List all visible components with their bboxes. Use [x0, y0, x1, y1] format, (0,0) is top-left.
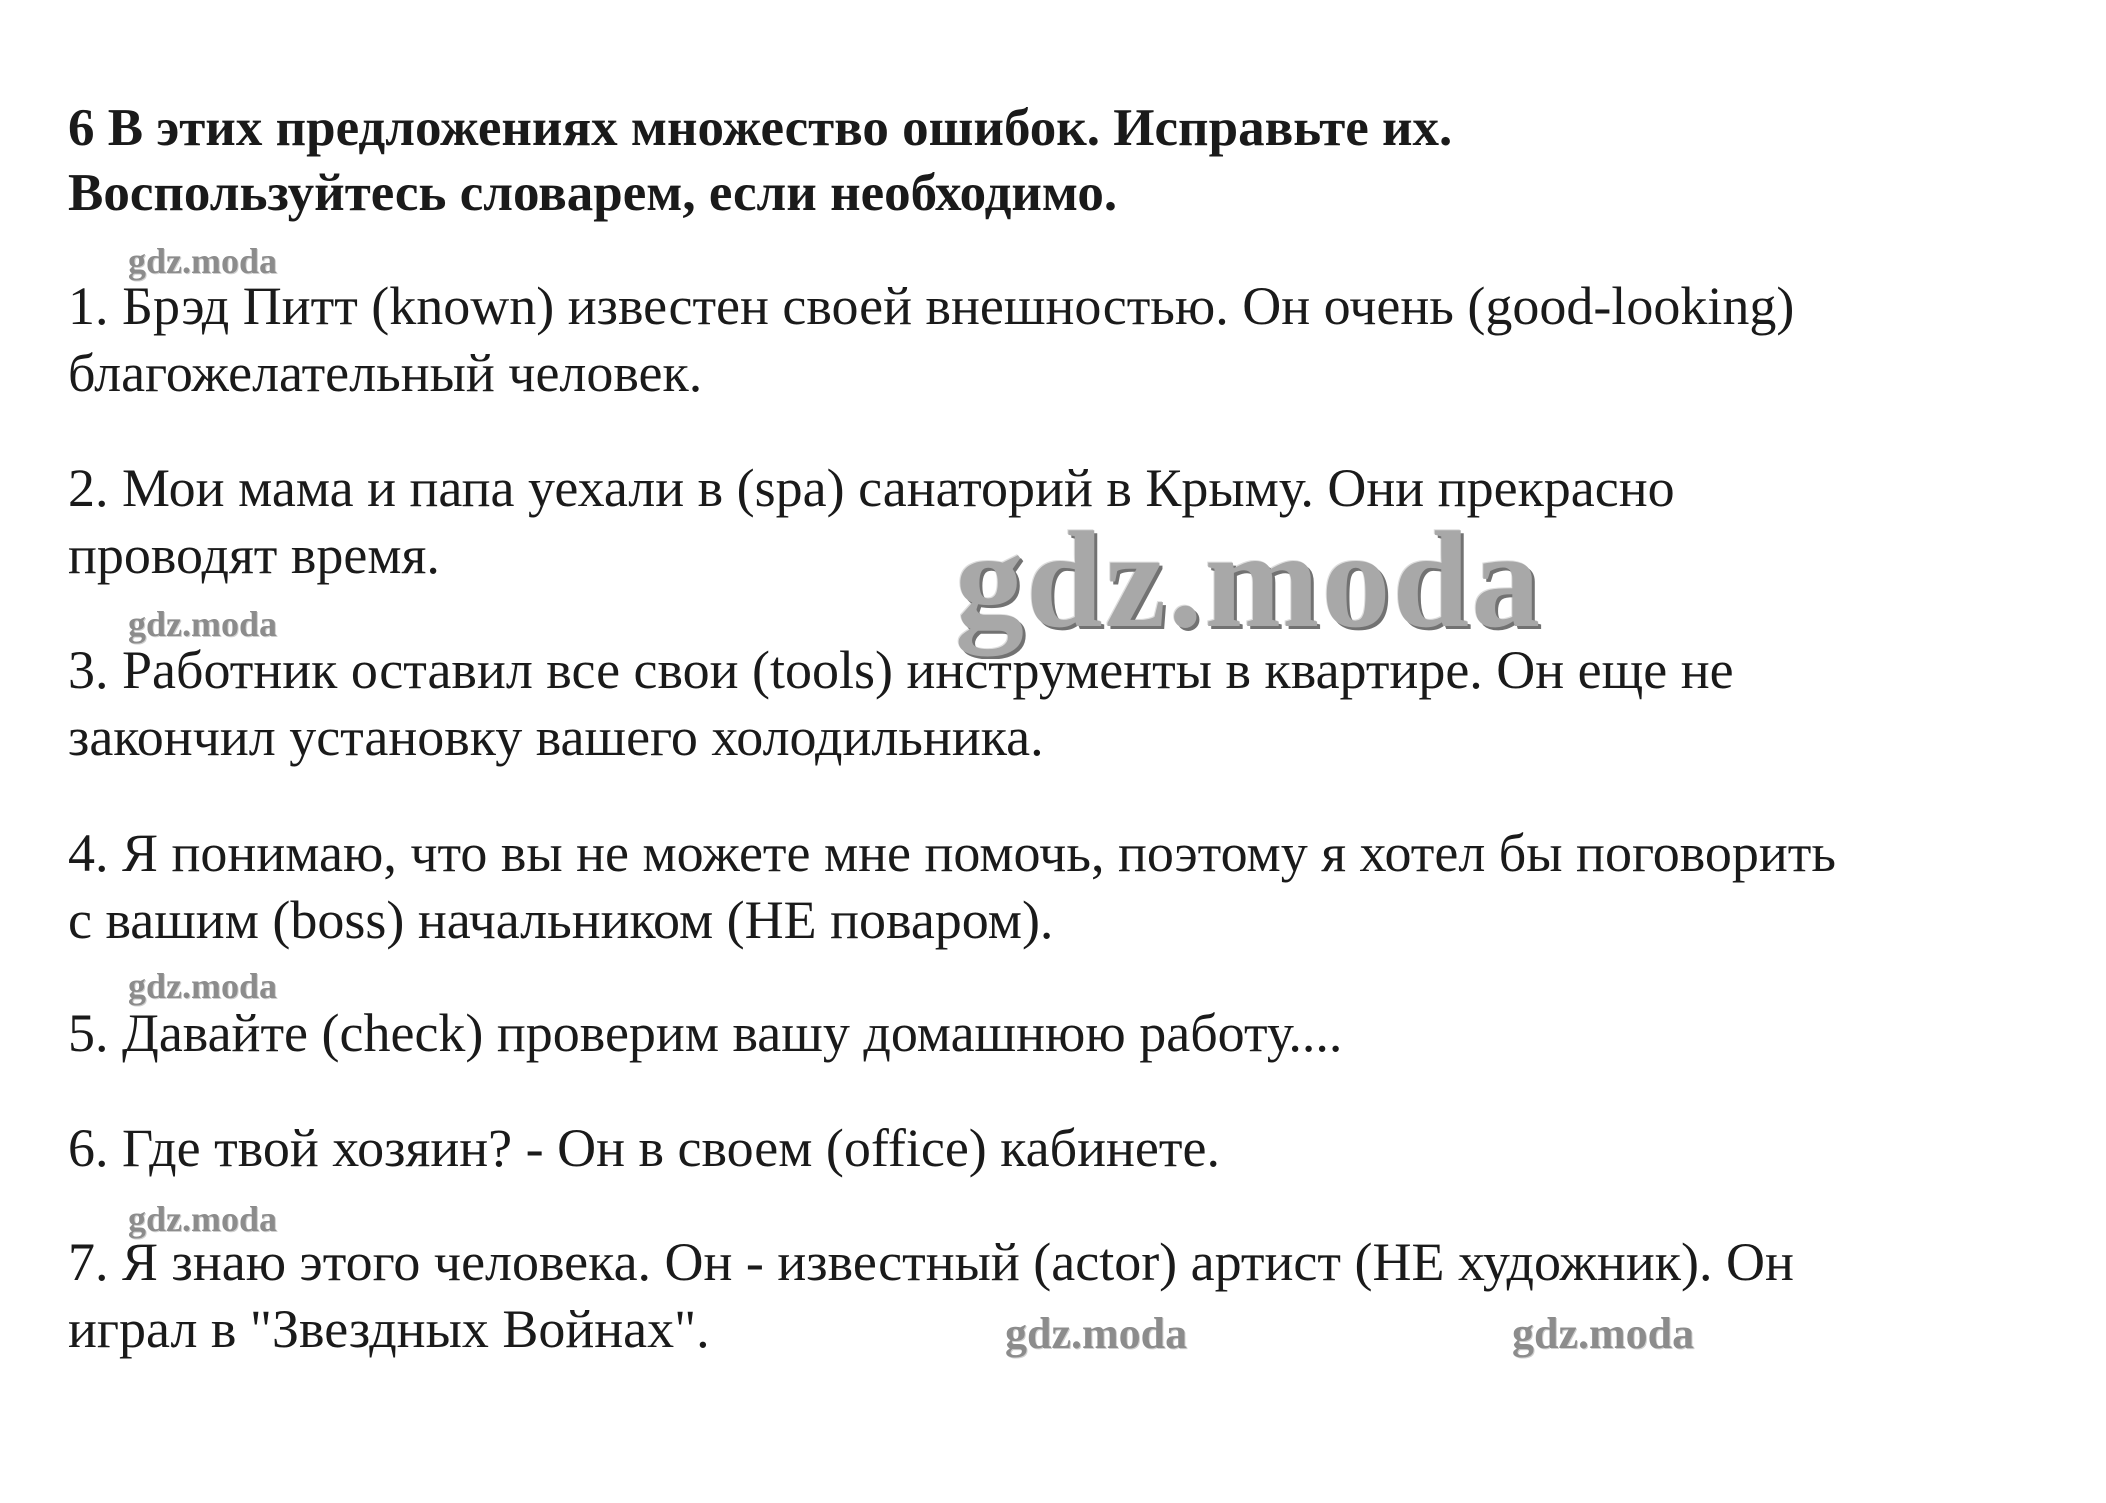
sentence-line: 5. Давайте (check) проверим вашу домашнюю работу.... — [68, 1003, 1343, 1063]
task-heading — [68, 96, 2048, 226]
sentence-line: 1. Брэд Питт (known) известен своей внешностью. Он очень (good-looking) — [68, 276, 1795, 336]
sentence-item-6 — [68, 1115, 2048, 1182]
sentence-line: закончил установку вашего холодильника. — [68, 707, 1044, 767]
watermark-small: gdz.moda — [128, 604, 278, 644]
sentence-item-3 — [68, 637, 2048, 771]
watermark-small: gdz.moda — [128, 1199, 278, 1239]
watermark-large: gdz.moda — [955, 503, 1543, 656]
sentence-line: благожелательный человек. — [68, 343, 703, 403]
sentence-item-1 — [68, 273, 2048, 407]
sentence-line: 7. Я знаю этого человека. Он - известный (actor) артист (НЕ художник). Он — [68, 1232, 1794, 1292]
watermark-small: gdz.moda — [128, 241, 278, 281]
watermark-small: gdz.moda — [128, 966, 278, 1006]
sentence-line: играл в "Звездных Войнах". — [68, 1299, 710, 1359]
sentence-line: с вашим (boss) начальником (НЕ поваром). — [68, 890, 1054, 950]
sentence-item-4 — [68, 820, 2048, 954]
sentence-item-5 — [68, 1000, 2048, 1067]
sentence-line: 4. Я понимаю, что вы не можете мне помочь, поэтому я хотел бы поговорить — [68, 823, 1836, 883]
sentence-line: проводят время. — [68, 525, 440, 585]
task-heading-line-1: 6 В этих предложениях множество ошибок. Исправьте их. — [68, 99, 1453, 157]
task-heading-line-2: Воспользуйтесь словарем, если необходимо. — [68, 164, 1118, 222]
watermark-small: gdz.moda — [1512, 1309, 1695, 1358]
sentence-line: 2. Мои мама и папа уехали в (spa) санаторий в Крыму. Они прекрасно — [68, 458, 1675, 518]
sentence-line: 6. Где твой хозяин? - Он в своем (office) кабинете. — [68, 1118, 1220, 1178]
sentence-line: 3. Работник оставил все свои (tools) инструменты в квартире. Он еще не — [68, 640, 1734, 700]
watermark-small: gdz.moda — [1005, 1309, 1188, 1358]
